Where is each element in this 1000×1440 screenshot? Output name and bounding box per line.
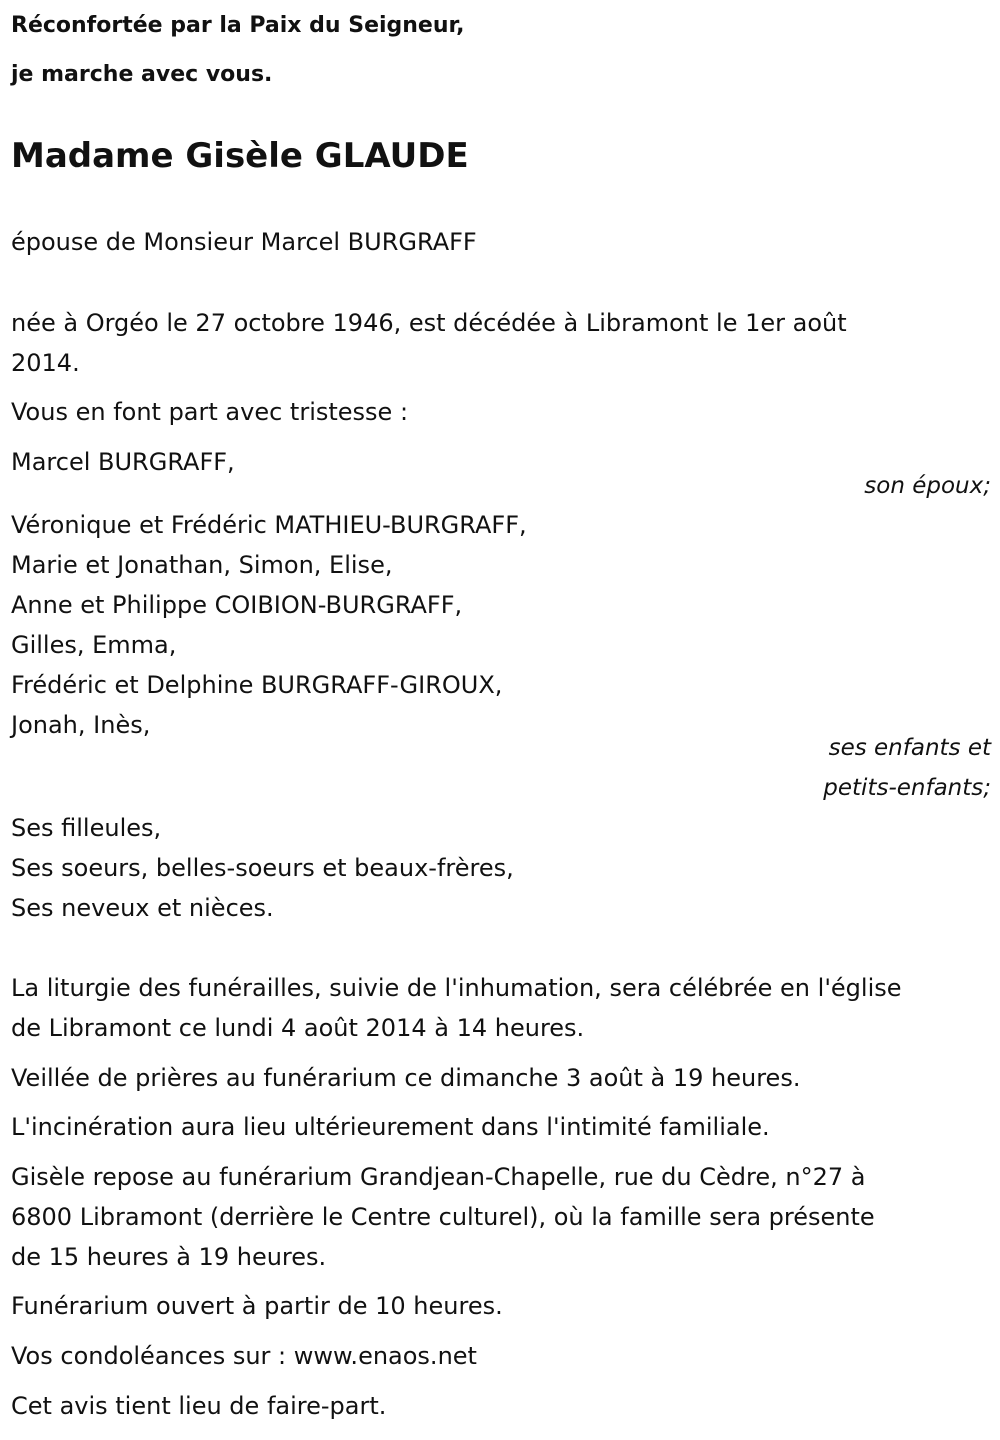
birth-death-block bbox=[11, 303, 847, 383]
announce-block bbox=[11, 392, 408, 432]
vigil-text: Veillée de prières au funérarium ce dimanche 3 août à 19 heures. bbox=[11, 1064, 801, 1092]
children-line: Jonah, Inès, bbox=[11, 711, 151, 739]
motto-text-2: je marche avec vous. bbox=[11, 62, 273, 87]
repose-line-2: 6800 Libramont (derrière le Centre culturel), où la famille sera présente bbox=[11, 1203, 875, 1231]
husband-name: Marcel BURGRAFF, bbox=[11, 448, 235, 476]
birth-death-line-1: née à Orgéo le 27 octobre 1946, est décédée à Libramont le 1er août bbox=[11, 309, 847, 337]
opening-text: Funérarium ouvert à partir de 10 heures. bbox=[11, 1292, 503, 1320]
opening-block bbox=[11, 1286, 503, 1326]
children-role-line-2: petits-enfants; bbox=[823, 775, 991, 801]
spouse-block bbox=[11, 222, 477, 262]
motto-line-2 bbox=[11, 63, 272, 87]
children-block bbox=[11, 505, 991, 745]
cremation-text: L'incinération aura lieu ultérieurement dans l'intimité familiale. bbox=[11, 1113, 770, 1141]
deceased-name-block bbox=[11, 136, 469, 176]
repose-line-1: Gisèle repose au funérarium Grandjean-Chapelle, rue du Cèdre, n°27 à bbox=[11, 1163, 866, 1191]
repose-block bbox=[11, 1157, 875, 1277]
motto-line-1 bbox=[11, 14, 465, 38]
husband-role-block bbox=[11, 466, 991, 506]
vigil-block bbox=[11, 1058, 800, 1098]
children-line: Anne et Philippe COIBION-BURGRAFF, bbox=[11, 591, 463, 619]
announce-text: Vous en font part avec tristesse : bbox=[11, 398, 409, 426]
liturgy-line-2: de Libramont ce lundi 4 août 2014 à 14 heures. bbox=[11, 1014, 585, 1042]
motto-text-1: Réconfortée par la Paix du Seigneur, bbox=[11, 13, 465, 38]
others-line: Ses soeurs, belles-soeurs et beaux-frères, bbox=[11, 854, 514, 882]
condolences-text: Vos condoléances sur : www.enaos.net bbox=[11, 1342, 477, 1370]
husband-role: son époux; bbox=[864, 473, 991, 499]
liturgy-block bbox=[11, 968, 902, 1048]
children-role-line-1: ses enfants et bbox=[828, 735, 991, 761]
children-role-block bbox=[11, 728, 991, 808]
others-block bbox=[11, 808, 514, 928]
notice-block bbox=[11, 1386, 386, 1426]
others-line: Ses neveux et nièces. bbox=[11, 894, 274, 922]
deceased-name: Madame Gisèle GLAUDE bbox=[11, 136, 469, 176]
notice-text: Cet avis tient lieu de faire-part. bbox=[11, 1392, 387, 1420]
children-line: Marie et Jonathan, Simon, Elise, bbox=[11, 551, 393, 579]
spouse-text: épouse de Monsieur Marcel BURGRAFF bbox=[11, 228, 477, 256]
children-line: Véronique et Frédéric MATHIEU-BURGRAFF, bbox=[11, 511, 527, 539]
others-line: Ses filleules, bbox=[11, 814, 162, 842]
birth-death-line-2: 2014. bbox=[11, 349, 80, 377]
children-line: Frédéric et Delphine BURGRAFF-GIROUX, bbox=[11, 671, 503, 699]
children-line: Gilles, Emma, bbox=[11, 631, 177, 659]
repose-line-3: de 15 heures à 19 heures. bbox=[11, 1243, 327, 1271]
cremation-block bbox=[11, 1107, 770, 1147]
condolences-block bbox=[11, 1336, 477, 1376]
liturgy-line-1: La liturgie des funérailles, suivie de l'inhumation, sera célébrée en l'église bbox=[11, 974, 902, 1002]
